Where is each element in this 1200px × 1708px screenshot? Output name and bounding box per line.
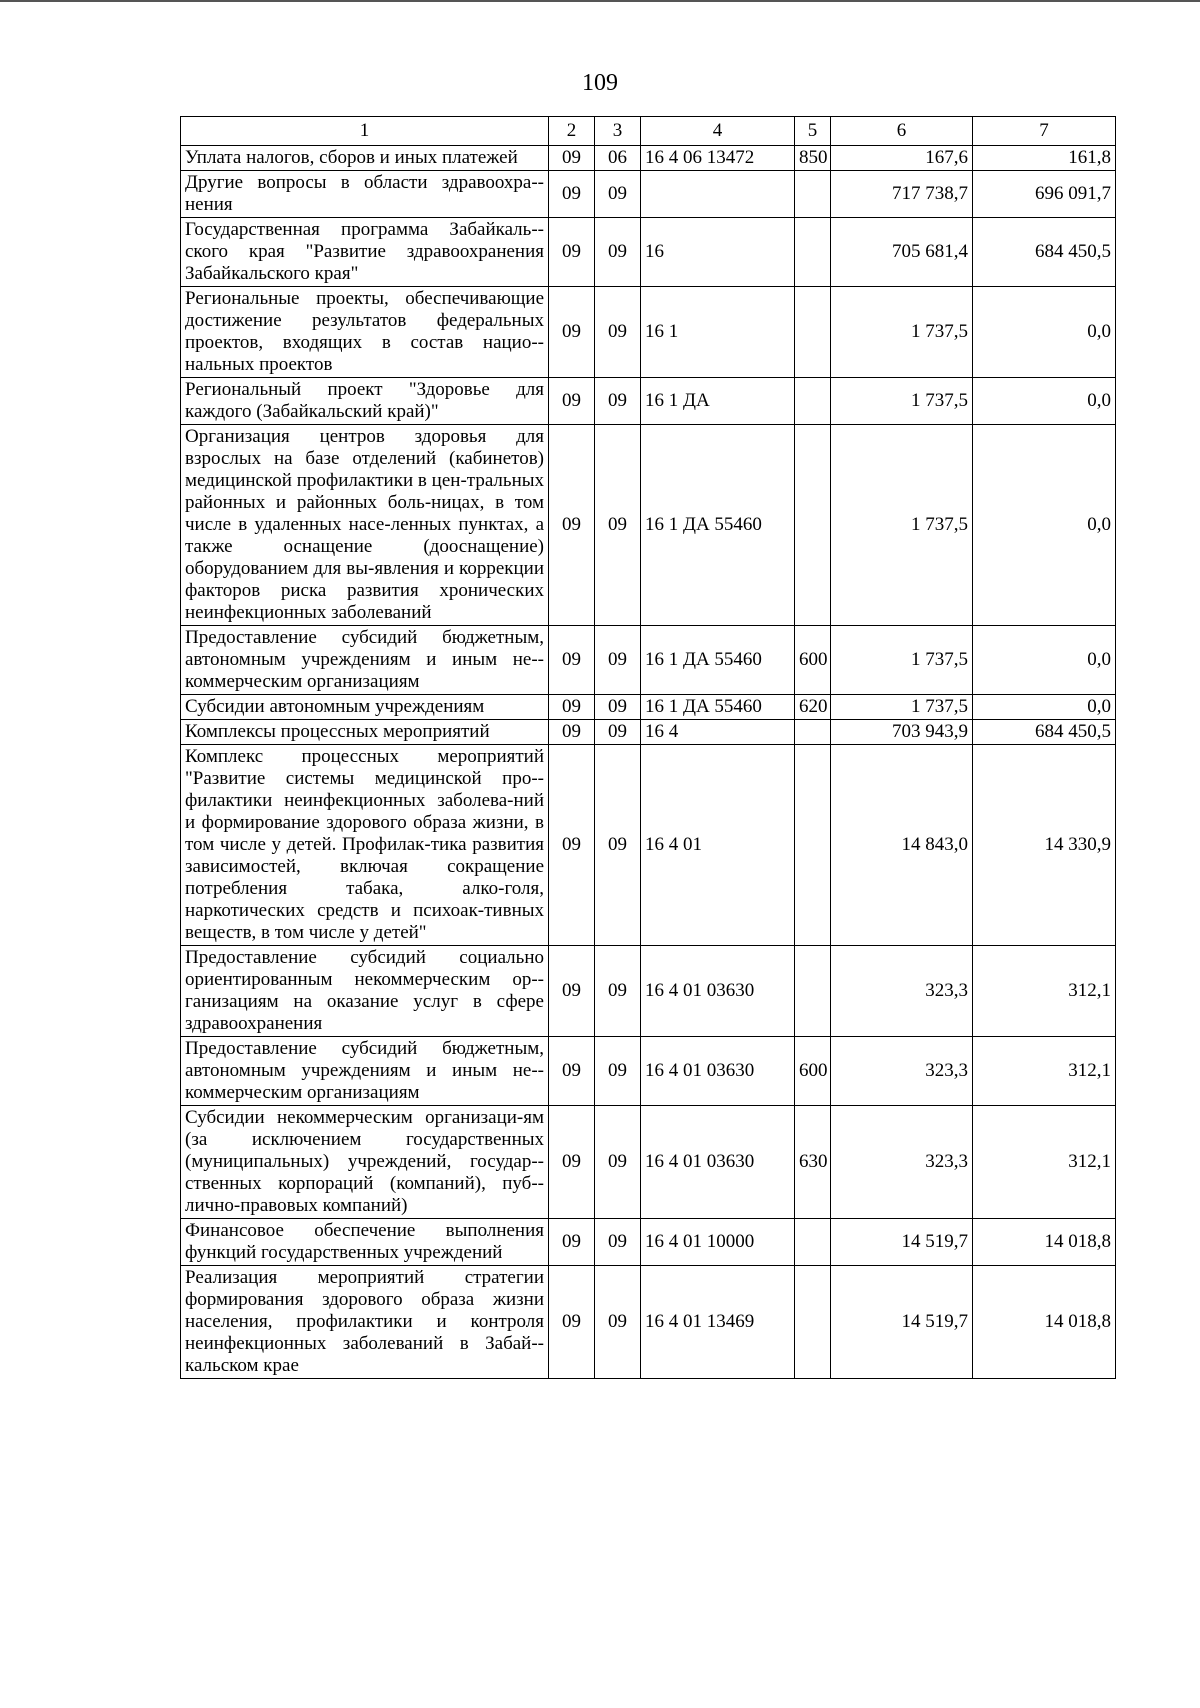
subsection-code: 09	[595, 171, 641, 218]
amount-col-7: 312,1	[973, 1106, 1116, 1219]
row-name: Региональный проект "Здоровье для каждого (Забайкальский край)"	[181, 378, 549, 425]
expense-type-code: 850	[795, 146, 831, 171]
subsection-code: 09	[595, 1106, 641, 1219]
amount-col-6: 167,6	[831, 146, 973, 171]
column-header-3: 3	[595, 117, 641, 146]
amount-col-6: 717 738,7	[831, 171, 973, 218]
subsection-code: 09	[595, 287, 641, 378]
row-name: Предоставление субсидий социально ориентированным некоммерческим ор-ганизациям на оказание услуг в сфере здравоохранения	[181, 946, 549, 1037]
expense-type-code	[795, 425, 831, 626]
table-row	[181, 425, 1116, 626]
column-header-6: 6	[831, 117, 973, 146]
target-article-code: 16 4	[641, 720, 795, 745]
section-code: 09	[549, 378, 595, 425]
amount-col-6: 1 737,5	[831, 378, 973, 425]
section-code: 09	[549, 218, 595, 287]
amount-col-7: 14 330,9	[973, 745, 1116, 946]
amount-col-7: 161,8	[973, 146, 1116, 171]
amount-col-7: 0,0	[973, 287, 1116, 378]
page-number: 109	[582, 70, 618, 96]
subsection-code: 09	[595, 378, 641, 425]
amount-col-6: 323,3	[831, 1106, 973, 1219]
amount-col-6: 705 681,4	[831, 218, 973, 287]
expense-type-code	[795, 171, 831, 218]
row-name: Государственная программа Забайкаль-ского края "Развитие здравоохранения Забайкальского края"	[181, 218, 549, 287]
expense-type-code: 630	[795, 1106, 831, 1219]
target-article-code: 16 4 01	[641, 745, 795, 946]
table-header	[181, 117, 1116, 146]
row-name: Субсидии автономным учреждениям	[181, 695, 549, 720]
expense-type-code: 600	[795, 626, 831, 695]
row-name: Другие вопросы в области здравоохра-нения	[181, 171, 549, 218]
target-article-code: 16 1	[641, 287, 795, 378]
section-code: 09	[549, 425, 595, 626]
budget-table	[180, 116, 1116, 1379]
amount-col-7: 0,0	[973, 425, 1116, 626]
row-name: Предоставление субсидий бюджетным, автономным учреждениям и иным не-коммерческим организациям	[181, 626, 549, 695]
subsection-code: 09	[595, 695, 641, 720]
subsection-code: 09	[595, 1037, 641, 1106]
subsection-code: 09	[595, 946, 641, 1037]
expense-type-code	[795, 378, 831, 425]
target-article-code: 16 1 ДА 55460	[641, 626, 795, 695]
table-row	[181, 1106, 1116, 1219]
section-code: 09	[549, 171, 595, 218]
row-name: Субсидии некоммерческим организаци-ям (за исключением государственных (муниципальных) учреждений, государ-ственных корпораций (компаний), пуб-лично-правовых компаний)	[181, 1106, 549, 1219]
target-article-code: 16 4 06 13472	[641, 146, 795, 171]
table-row	[181, 1266, 1116, 1379]
amount-col-7: 312,1	[973, 1037, 1116, 1106]
table-row	[181, 1037, 1116, 1106]
section-code: 09	[549, 1106, 595, 1219]
header-row	[181, 117, 1116, 146]
table-row	[181, 745, 1116, 946]
amount-col-6: 14 519,7	[831, 1266, 973, 1379]
section-code: 09	[549, 1219, 595, 1266]
section-code: 09	[549, 946, 595, 1037]
amount-col-6: 14 843,0	[831, 745, 973, 946]
amount-col-6: 1 737,5	[831, 425, 973, 626]
amount-col-7: 14 018,8	[973, 1266, 1116, 1379]
amount-col-7: 312,1	[973, 946, 1116, 1037]
subsection-code: 09	[595, 626, 641, 695]
amount-col-6: 14 519,7	[831, 1219, 973, 1266]
scan-edge	[0, 0, 1200, 2]
expense-type-code: 620	[795, 695, 831, 720]
section-code: 09	[549, 720, 595, 745]
expense-type-code	[795, 1219, 831, 1266]
expense-type-code	[795, 946, 831, 1037]
column-header-2: 2	[549, 117, 595, 146]
target-article-code: 16	[641, 218, 795, 287]
section-code: 09	[549, 745, 595, 946]
amount-col-6: 1 737,5	[831, 626, 973, 695]
section-code: 09	[549, 287, 595, 378]
table-row	[181, 626, 1116, 695]
amount-col-7: 696 091,7	[973, 171, 1116, 218]
amount-col-7: 684 450,5	[973, 720, 1116, 745]
column-header-4: 4	[641, 117, 795, 146]
target-article-code: 16 4 01 03630	[641, 1106, 795, 1219]
section-code: 09	[549, 1266, 595, 1379]
section-code: 09	[549, 146, 595, 171]
target-article-code: 16 4 01 03630	[641, 946, 795, 1037]
table-row	[181, 695, 1116, 720]
row-name: Организация центров здоровья для взрослых на базе отделений (кабинетов) медицинской профилактики в цен-тральных районных и районных боль-ницах, в том числе в удаленных насе-ленных пунктах, а также оснащение (дооснащение) оборудованием для вы-явления и коррекции факторов риска развития хронических неинфекционных заболеваний	[181, 425, 549, 626]
target-article-code: 16 4 01 10000	[641, 1219, 795, 1266]
row-name: Комплексы процессных мероприятий	[181, 720, 549, 745]
row-name: Предоставление субсидий бюджетным, автономным учреждениям и иным не-коммерческим организациям	[181, 1037, 549, 1106]
expense-type-code	[795, 745, 831, 946]
table-row	[181, 378, 1116, 425]
amount-col-7: 14 018,8	[973, 1219, 1116, 1266]
target-article-code: 16 4 01 13469	[641, 1266, 795, 1379]
subsection-code: 09	[595, 1266, 641, 1379]
amount-col-7: 0,0	[973, 378, 1116, 425]
expense-type-code	[795, 218, 831, 287]
section-code: 09	[549, 1037, 595, 1106]
amount-col-6: 323,3	[831, 946, 973, 1037]
column-header-7: 7	[973, 117, 1116, 146]
amount-col-7: 0,0	[973, 695, 1116, 720]
section-code: 09	[549, 626, 595, 695]
amount-col-7: 684 450,5	[973, 218, 1116, 287]
amount-col-7: 0,0	[973, 626, 1116, 695]
row-name: Региональные проекты, обеспечивающие достижение результатов федеральных проектов, входящих в состав нацио-нальных проектов	[181, 287, 549, 378]
target-article-code: 16 1 ДА 55460	[641, 695, 795, 720]
amount-col-6: 323,3	[831, 1037, 973, 1106]
table-row	[181, 1219, 1116, 1266]
subsection-code: 09	[595, 218, 641, 287]
column-header-5: 5	[795, 117, 831, 146]
table-row	[181, 287, 1116, 378]
table-row	[181, 146, 1116, 171]
expense-type-code	[795, 1266, 831, 1379]
table-body	[181, 146, 1116, 1379]
target-article-code: 16 4 01 03630	[641, 1037, 795, 1106]
target-article-code	[641, 171, 795, 218]
subsection-code: 09	[595, 720, 641, 745]
subsection-code: 09	[595, 1219, 641, 1266]
amount-col-6: 703 943,9	[831, 720, 973, 745]
subsection-code: 09	[595, 425, 641, 626]
section-code: 09	[549, 695, 595, 720]
target-article-code: 16 1 ДА	[641, 378, 795, 425]
expense-type-code	[795, 287, 831, 378]
row-name: Уплата налогов, сборов и иных платежей	[181, 146, 549, 171]
target-article-code: 16 1 ДА 55460	[641, 425, 795, 626]
expense-type-code	[795, 720, 831, 745]
table-row	[181, 946, 1116, 1037]
subsection-code: 09	[595, 745, 641, 946]
column-header-1: 1	[181, 117, 549, 146]
table-row	[181, 218, 1116, 287]
amount-col-6: 1 737,5	[831, 287, 973, 378]
expense-type-code: 600	[795, 1037, 831, 1106]
table-row	[181, 171, 1116, 218]
amount-col-6: 1 737,5	[831, 695, 973, 720]
row-name: Финансовое обеспечение выполнения функций государственных учреждений	[181, 1219, 549, 1266]
row-name: Комплекс процессных мероприятий "Развитие системы медицинской про-филактики неинфекционных заболева-ний и формирование здорового образа жизни, в том числе у детей. Профилак-тика развития зависимостей, включая сокращение потребления табака, алко-голя, наркотических средств и психоак-тивных веществ, в том числе у детей"	[181, 745, 549, 946]
row-name: Реализация мероприятий стратегии формирования здорового образа жизни населения, профилактики и контроля неинфекционных заболеваний в Забай-кальском крае	[181, 1266, 549, 1379]
table-row	[181, 720, 1116, 745]
subsection-code: 06	[595, 146, 641, 171]
